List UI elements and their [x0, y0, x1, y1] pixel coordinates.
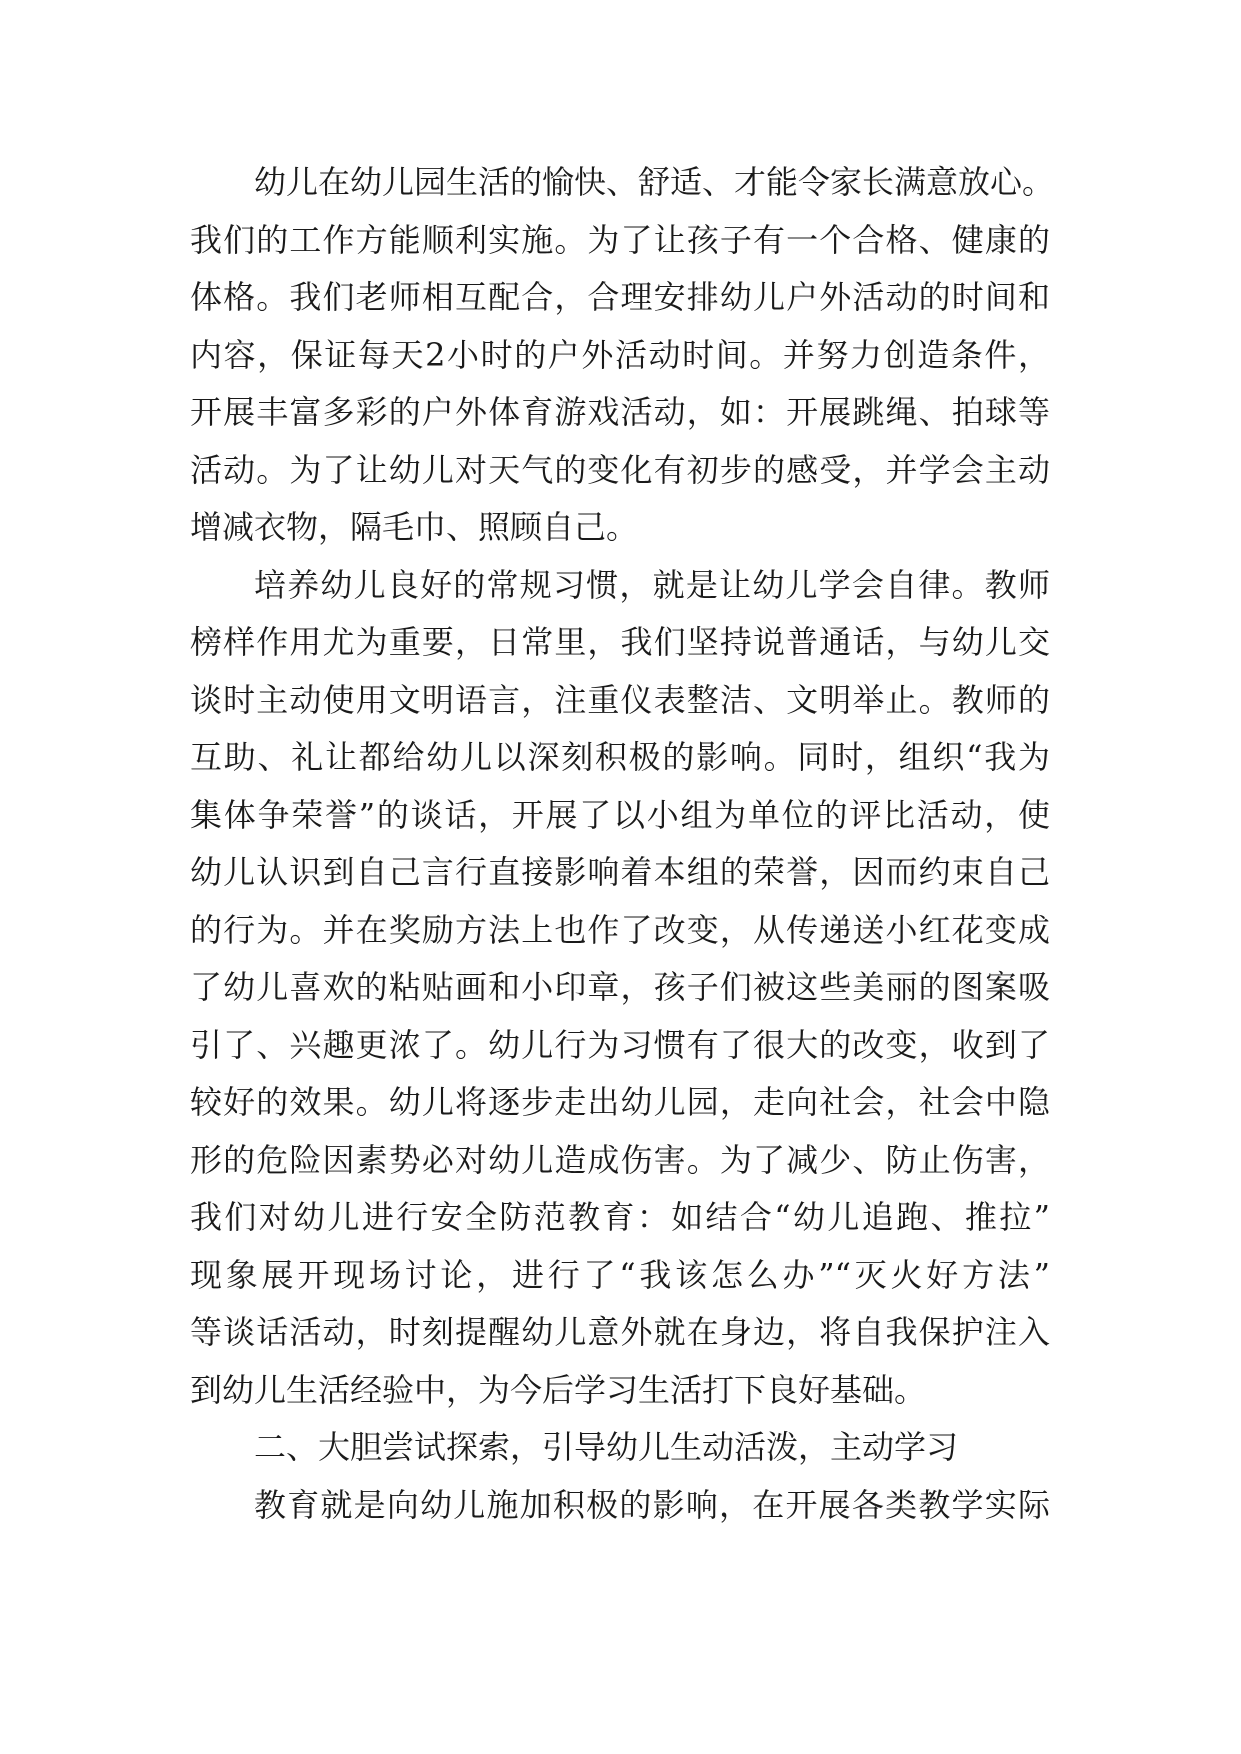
text-line: 较好的效果。幼儿将逐步走出幼儿园，走向社会，社会中隐: [190, 1083, 1050, 1121]
document-body: [190, 154, 1055, 1534]
text-line: 现象展开现场讨论，进行了“我该怎么办”“灭火好方法”: [190, 1255, 1050, 1294]
text-line: 内容，保证每天2小时的户外活动时间。并努力创造条件，: [190, 335, 1050, 374]
text-line: 的行为。并在奖励方法上也作了改变，从传递送小红花变成: [190, 910, 1050, 949]
text-line: 谈时主动使用文明语言，注重仪表整洁、文明举止。教师的: [190, 680, 1050, 719]
text-line: 引了、兴趣更浓了。幼儿行为习惯有了很大的改变，收到了: [190, 1025, 1050, 1064]
text-line: 我们对幼儿进行安全防范教育：如结合“幼儿追跑、推拉”: [190, 1198, 1050, 1236]
text-line: 体格。我们老师相互配合，合理安排幼儿户外活动的时间和: [190, 278, 1050, 316]
text-line: 榜样作用尤为重要，日常里，我们坚持说普通话，与幼儿交: [190, 623, 1050, 661]
paragraph: [190, 1477, 1050, 1535]
text-line: 形的危险因素势必对幼儿造成伤害。为了减少、防止伤害，: [190, 1140, 1050, 1179]
paragraph: [190, 557, 1050, 1420]
text-line: 活动。为了让幼儿对天气的变化有初步的感受，并学会主动: [190, 450, 1050, 489]
text-line: 开展丰富多彩的户外体育游戏活动，如：开展跳绳、拍球等: [190, 393, 1050, 431]
text-line: 增减衣物，隔毛巾、照顾自己。: [190, 508, 639, 546]
text-line: 幼儿在幼儿园生活的愉快、舒适、才能令家长满意放心。: [254, 163, 1055, 201]
text-line: 二、大胆尝试探索，引导幼儿生动活泼，主动学习: [254, 1428, 959, 1466]
text-line: 培养幼儿良好的常规习惯，就是让幼儿学会自律。教师: [254, 565, 1050, 604]
text-line: 等谈话活动，时刻提醒幼儿意外就在身边，将自我保护注入: [190, 1313, 1050, 1351]
text-line: 我们的工作方能顺利实施。为了让孩子有一个合格、健康的: [190, 220, 1050, 259]
text-line: 集体争荣誉”的谈话，开展了以小组为单位的评比活动，使: [190, 795, 1050, 834]
section-heading: [190, 1419, 1050, 1477]
text-line: 到幼儿生活经验中，为今后学习生活打下良好基础。: [190, 1370, 927, 1409]
text-line: 幼儿认识到自己言行直接影响着本组的荣誉，因而约束自己: [190, 853, 1050, 891]
text-line: 了幼儿喜欢的粘贴画和小印章，孩子们被这些美丽的图案吸: [190, 968, 1050, 1006]
paragraph: [190, 154, 1055, 557]
text-line: 教育就是向幼儿施加积极的影响，在开展各类教学实际: [254, 1485, 1050, 1524]
text-line: 互助、礼让都给幼儿以深刻积极的影响。同时，组织“我为: [190, 738, 1050, 776]
